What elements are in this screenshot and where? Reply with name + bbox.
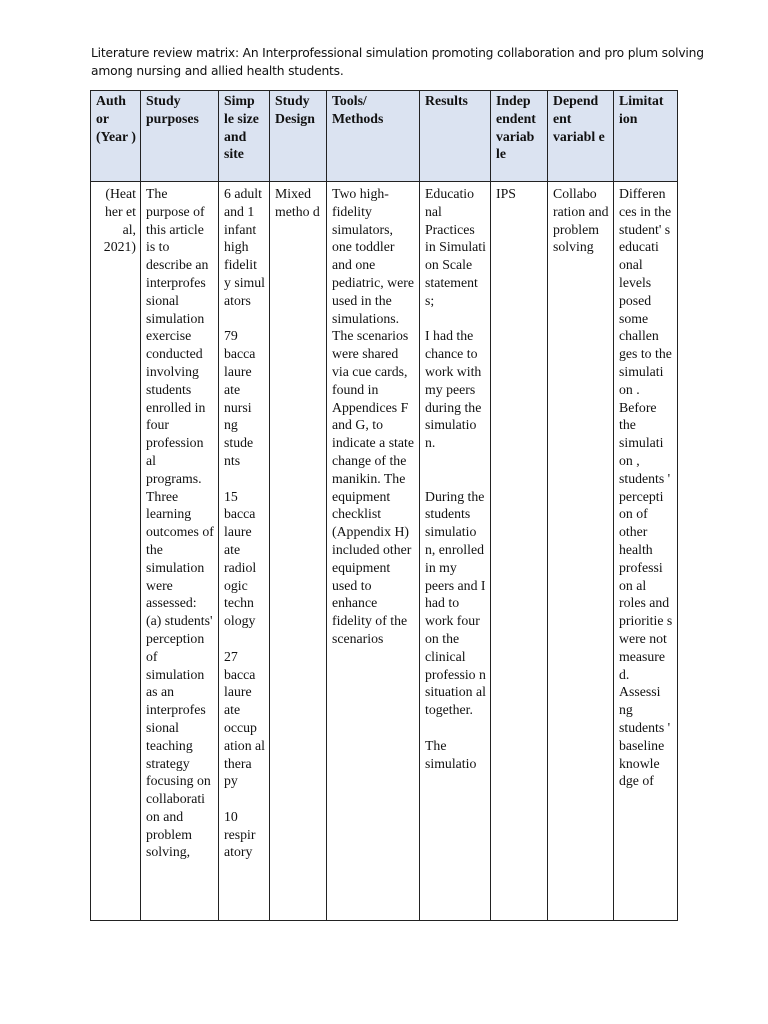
header-row	[91, 91, 678, 182]
cell-dependent-variable: Collabo ration and problem solving	[548, 182, 614, 921]
header-dependent-variable: Depend ent variabl e	[548, 91, 614, 182]
table-row	[91, 182, 678, 921]
header-author-year: Auth or (Year )	[91, 91, 141, 182]
cell-study-purposes: The purpose of this article is to describe an interprofes sional simulation exercise conducted involving students enrolled in four profession al programs. Three learning outcomes of the simulation were assessed: (a) students' perception of simulation as an interprofes sional teaching strategy focusing on collaborati on and problem solving,	[141, 182, 219, 921]
header-independent-variable: Indep endent variab le	[491, 91, 548, 182]
literature-review-matrix	[90, 90, 678, 921]
header-limitation: Limitat ion	[614, 91, 678, 182]
header-study-design: Study Design	[270, 91, 327, 182]
document-caption: Literature review matrix: An Interprofessional simulation promoting collaboration and pro plum solving among nursing and allied health students.	[91, 46, 704, 78]
header-study-purposes: Study purposes	[141, 91, 219, 182]
cell-independent-variable: IPS	[491, 182, 548, 921]
cell-results: Educatio nal Practices in Simulati on Scale statement s; I had the chance to work with my peers during the simulatio n. During the students simulatio n, enrolled in my peers and I had to work four on the clinical professio n situation al together. The simulatio	[420, 182, 491, 921]
cell-sample-size-site: 6 adult and 1 infant high fidelit y simul ators 79 bacca laure ate nursi ng stude nts 15 bacca laure ate radiol ogic techn ology 27 bacca laure ate occup ation al thera py 10 respir atory	[219, 182, 270, 921]
header-sample-size-site: Simp le size and site	[219, 91, 270, 182]
header-results: Results	[420, 91, 491, 182]
header-tools-methods: Tools/ Methods	[327, 91, 420, 182]
cell-author-year: (Heat her et al, 2021)	[91, 182, 141, 921]
cell-study-design: Mixed metho d	[270, 182, 327, 921]
cell-tools-methods: Two high-fidelity simulators, one toddler and one pediatric, were used in the simulations. The scenarios were shared via cue cards, found in Appendices F and G, to indicate a state change of the manikin. The equipment checklist (Appendix H) included other equipment used to enhance fidelity of the scenarios	[327, 182, 420, 921]
cell-limitation: Differen ces in the student' s educati onal levels posed some challen ges to the simulati on . Before the simulati on , students ' percepti on of other health professi on al roles and prioritie s were not measure d. Assessi ng students ' baseline knowle dge of	[614, 182, 678, 921]
